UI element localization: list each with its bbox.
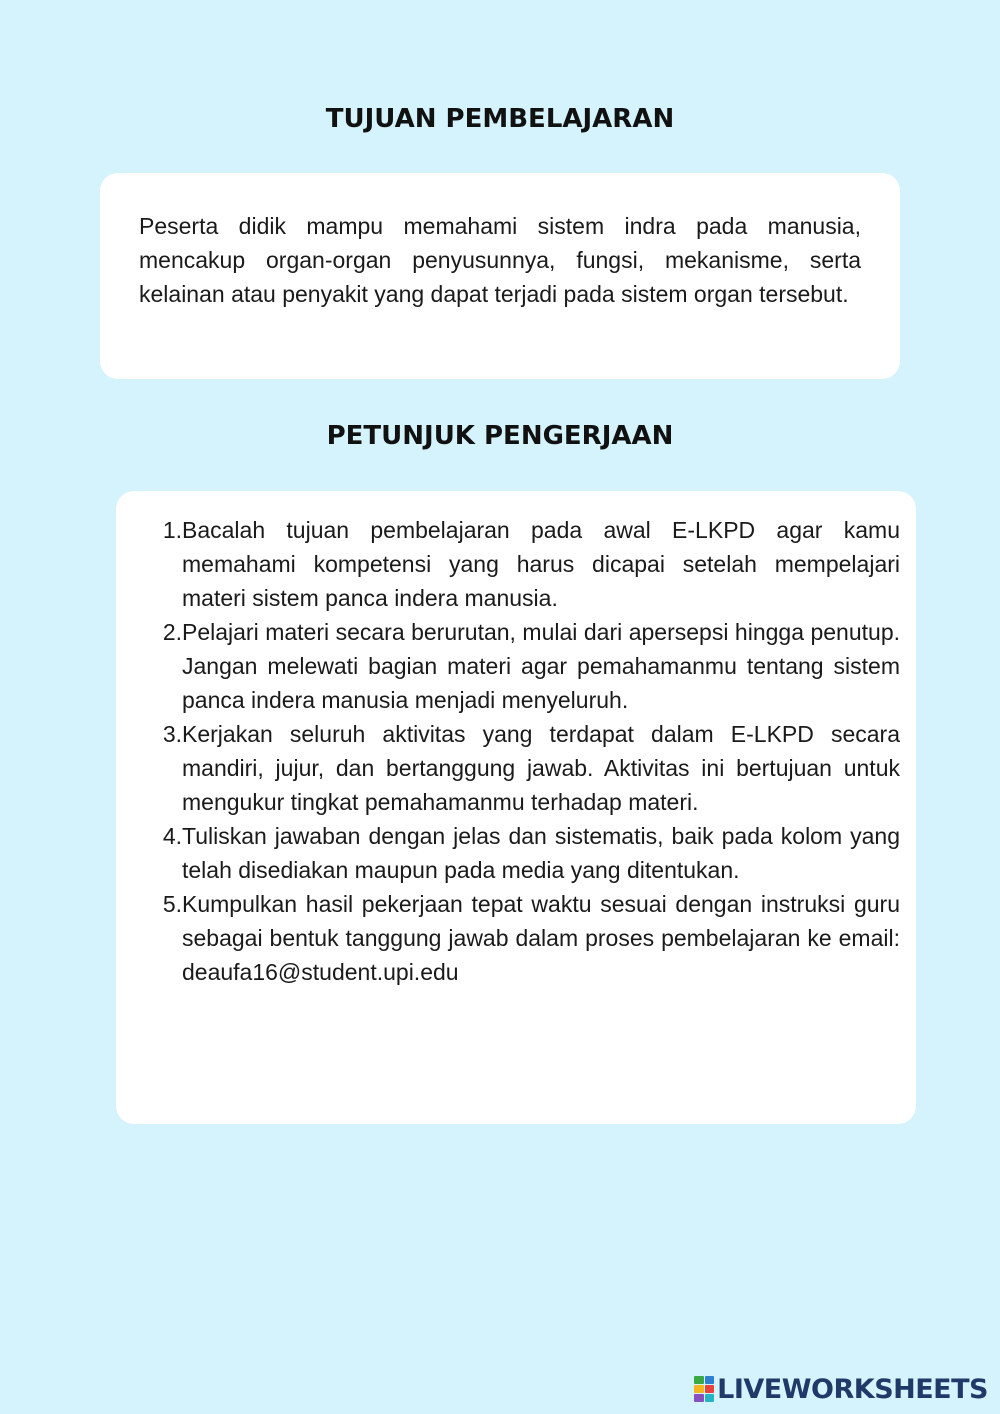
- liveworksheets-logo-icon: [694, 1376, 714, 1402]
- list-item-text: Kumpulkan hasil pekerjaan tepat waktu sesuai dengan instruksi guru sebagai bentuk tanggung jawab dalam proses pembelajaran ke email: deaufa16@student.upi.edu: [182, 891, 900, 985]
- heading-tujuan-pembelajaran: TUJUAN PEMBELAJARAN: [325, 104, 675, 134]
- list-item: [156, 717, 900, 819]
- list-item-text: Pelajari materi secara berurutan, mulai dari apersepsi hingga penutup. Jangan melewati bagian materi agar pemahamanmu tentang sistem panca indera manusia menjadi menyeluruh.: [182, 619, 900, 713]
- liveworksheets-brand[interactable]: [694, 1372, 988, 1406]
- logo-block: [694, 1376, 704, 1384]
- list-item: [156, 615, 900, 717]
- list-item-number: 3.: [162, 721, 182, 747]
- petunjuk-card: [116, 491, 916, 1124]
- list-item-number: 5.: [162, 891, 182, 917]
- brand-name: LIVEWORKSHEETS: [717, 1373, 988, 1405]
- list-item: [156, 513, 900, 615]
- list-item-text: Bacalah tujuan pembelajaran pada awal E-LKPD agar kamu memahami kompetensi yang harus dicapai setelah mempelajari materi sistem panca indera manusia.: [182, 517, 900, 611]
- heading-petunjuk-pengerjaan: PETUNJUK PENGERJAAN: [326, 421, 674, 451]
- logo-block: [694, 1394, 704, 1402]
- list-item-number: 4.: [162, 823, 182, 849]
- list-item: [156, 887, 900, 989]
- list-item-number: 2.: [162, 619, 182, 645]
- list-item: [156, 819, 900, 887]
- logo-block: [705, 1376, 715, 1384]
- list-item-number: 1.: [162, 517, 182, 543]
- tujuan-text: Peserta didik mampu memahami sistem indra pada manusia, mencakup organ-organ penyusunnya, fungsi, mekanisme, serta kelainan atau penyakit yang dapat terjadi pada sistem organ tersebut.: [139, 213, 861, 307]
- logo-block: [705, 1394, 715, 1402]
- tujuan-card: [100, 173, 900, 379]
- petunjuk-list: [156, 513, 900, 989]
- list-item-text: Tuliskan jawaban dengan jelas dan sistematis, baik pada kolom yang telah disediakan maupun pada media yang ditentukan.: [182, 823, 900, 883]
- logo-block: [705, 1385, 715, 1393]
- logo-block: [694, 1385, 704, 1393]
- list-item-text: Kerjakan seluruh aktivitas yang terdapat dalam E-LKPD secara mandiri, jujur, dan bertanggung jawab. Aktivitas ini bertujuan untuk mengukur tingkat pemahamanmu terhadap materi.: [182, 721, 900, 815]
